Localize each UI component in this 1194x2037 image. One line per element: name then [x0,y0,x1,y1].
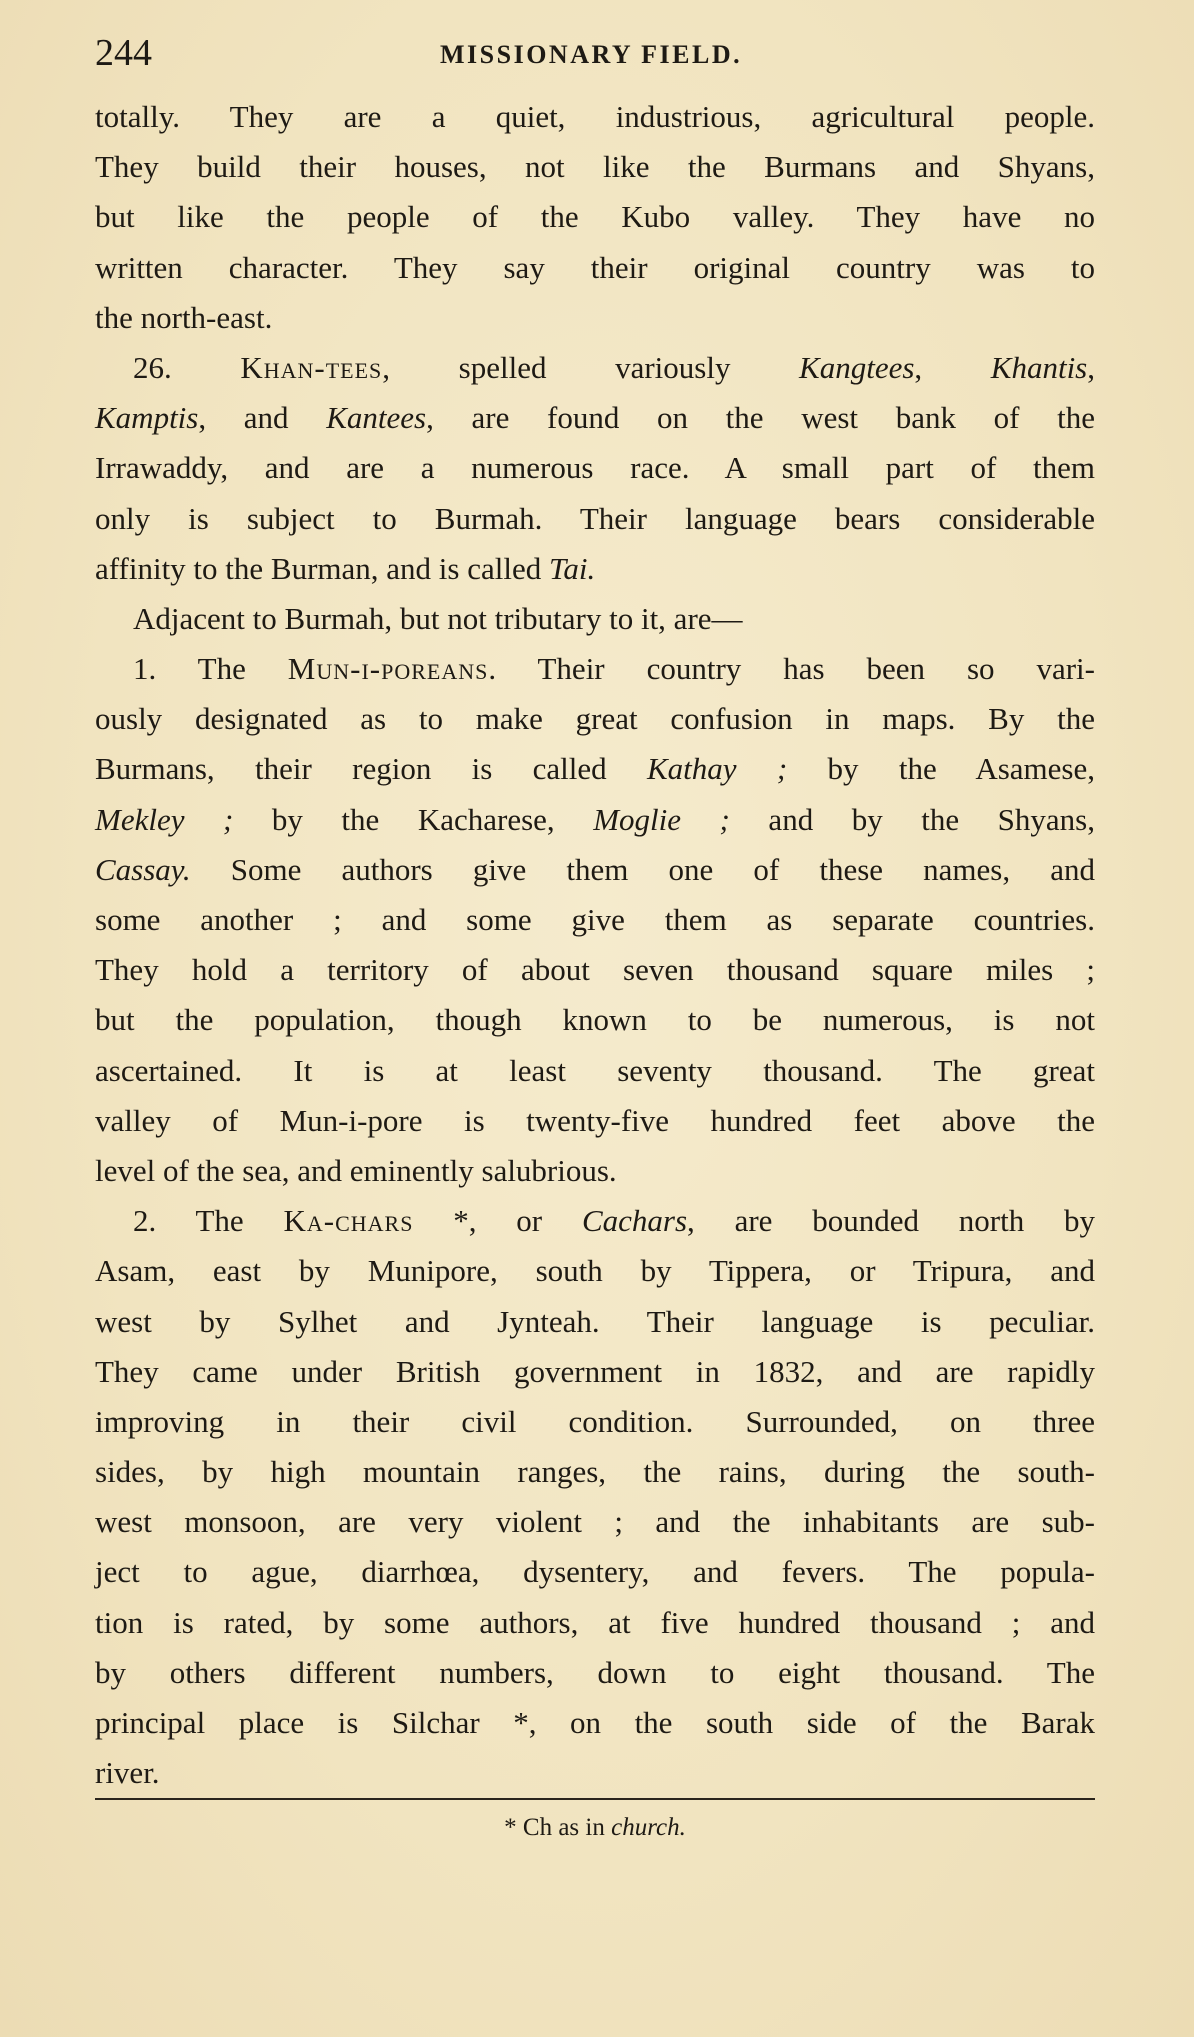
text-segment: Adjacent to Burmah, but not tributary to it, are— [133,600,743,636]
running-head [95,28,1095,78]
text-line [95,594,1095,644]
text-segment: sides, by high mountain ranges, the rains, during the south- [95,1454,1095,1490]
text-segment: written character. They say their original country was to [95,249,1095,285]
text-segment: Burmans, their region is called [95,751,647,787]
text-line [95,494,1095,544]
text-segment: only is subject to Burmah. Their language bears considerable [95,500,1095,536]
text-line [95,393,1095,443]
text-segment: , spelled variously [382,349,800,385]
text-line [95,1246,1095,1296]
text-segment: 2. The [133,1203,284,1239]
text-segment: 1. The [133,651,288,687]
text-line [95,1447,1095,1497]
text-segment: west monsoon, are very violent ; and the inhabitants are sub- [95,1504,1095,1540]
text-line [95,1547,1095,1597]
text-line [95,243,1095,293]
text-segment: , are found on the west bank of the [426,400,1095,436]
text-segment: improving in their civil condition. Surrounded, on three [95,1403,1095,1439]
text-segment: river. [95,1755,160,1791]
text-segment: . Their country has been so vari- [488,651,1095,687]
small-caps-heading: Ka-chars [283,1203,414,1239]
text-line [95,995,1095,1045]
text-line [95,644,1095,694]
italic-text: Kathay ; [647,751,788,787]
text-line [95,895,1095,945]
text-line [95,1196,1095,1246]
text-segment: affinity to the Burman, and is called [95,550,549,586]
text-segment: , [914,349,991,385]
text-segment: the north-east. [95,299,273,335]
text-line [95,443,1095,493]
text-line [95,1598,1095,1648]
text-line [95,1297,1095,1347]
text-segment: but like the people of the Kubo valley. They have no [95,199,1095,235]
text-segment: but the population, though known to be numerous, is not [95,1002,1095,1038]
text-segment: Irrawaddy, and are a numerous race. A small part of them [95,450,1095,486]
text-line [95,293,1095,343]
text-segment: by the Kacharese, [233,801,594,837]
text-segment: *, or [413,1203,582,1239]
text-line [95,795,1095,845]
text-segment: by others different numbers, down to eight thousand. The [95,1654,1095,1690]
text-line [95,845,1095,895]
text-segment: principal place is Silchar *, on the south side of the Barak [95,1705,1095,1740]
text-segment: ously designated as to make great confusion in maps. By the [95,701,1095,737]
text-segment: , [1087,349,1095,385]
text-segment: ject to ague, diarrhœa, dysentery, and fevers. The popula- [95,1554,1095,1590]
text-segment: level of the sea, and eminently salubrious. [95,1152,617,1188]
italic-text: Tai. [548,550,596,586]
text-line [95,1748,1095,1798]
text-line [95,1497,1095,1547]
italic-text: Kangtees [799,349,915,385]
italic-text: Cassay. [95,851,191,887]
italic-text: Khantis [990,349,1088,385]
footnote [95,1808,1095,1848]
text-line [95,744,1095,794]
text-segment: Asam, east by Munipore, south by Tippera, or Tripura, and [95,1253,1095,1289]
text-line [95,1397,1095,1447]
text-line [95,1146,1095,1196]
running-title: MISSIONARY FIELD. [440,40,743,69]
text-segment: 26. [133,349,241,385]
text-line [95,1046,1095,1096]
text-segment: They came under British government in 1832, and are rapidly [95,1353,1095,1389]
text-line [95,945,1095,995]
text-line [95,343,1095,393]
footnote-italic: church. [611,1814,686,1841]
text-segment: They build their houses, not like the Burmans and Shyans, [95,149,1095,185]
text-line [95,192,1095,242]
text-segment: by the Asamese, [787,751,1095,787]
italic-text: Cachars [581,1203,688,1239]
italic-text: Moglie ; [593,801,730,837]
footnote-rule [95,1798,1095,1800]
italic-text: Kamptis [95,400,199,436]
body-text [95,92,1095,1798]
text-segment: ascertained. It is at least seventy thousand. The great [95,1052,1095,1088]
text-segment: and by the Shyans, [729,801,1095,837]
small-caps-heading: Mun-i-poreans [287,651,489,687]
text-line [95,1347,1095,1397]
text-segment: totally. They are a quiet, industrious, agricultural people. [95,99,1095,134]
text-line [95,92,1095,142]
text-segment: , are bounded north by [687,1203,1095,1239]
text-segment: , and [198,400,327,436]
small-caps-heading: Khan-tees [240,349,383,385]
text-line [95,694,1095,744]
text-segment: tion is rated, by some authors, at five hundred thousand ; and [95,1604,1095,1640]
text-line [95,1698,1095,1748]
text-segment: Some authors give them one of these names, and [190,851,1095,887]
footnote-marker: * [504,1814,523,1841]
text-segment: some another ; and some give them as separate countries. [95,902,1095,937]
text-segment: valley of Mun-i-pore is twenty-five hundred feet above the [95,1102,1095,1138]
text-line [95,544,1095,594]
text-line [95,1648,1095,1698]
text-line [95,1096,1095,1146]
text-line [95,142,1095,192]
text-segment: west by Sylhet and Jynteah. Their language is peculiar. [95,1303,1095,1339]
page-number: 244 [95,32,152,74]
text-segment: They hold a territory of about seven thousand square miles ; [95,952,1095,988]
italic-text: Kantees [326,400,427,436]
footnote-text: Ch as in [522,1814,612,1841]
italic-text: Mekley ; [95,801,234,837]
